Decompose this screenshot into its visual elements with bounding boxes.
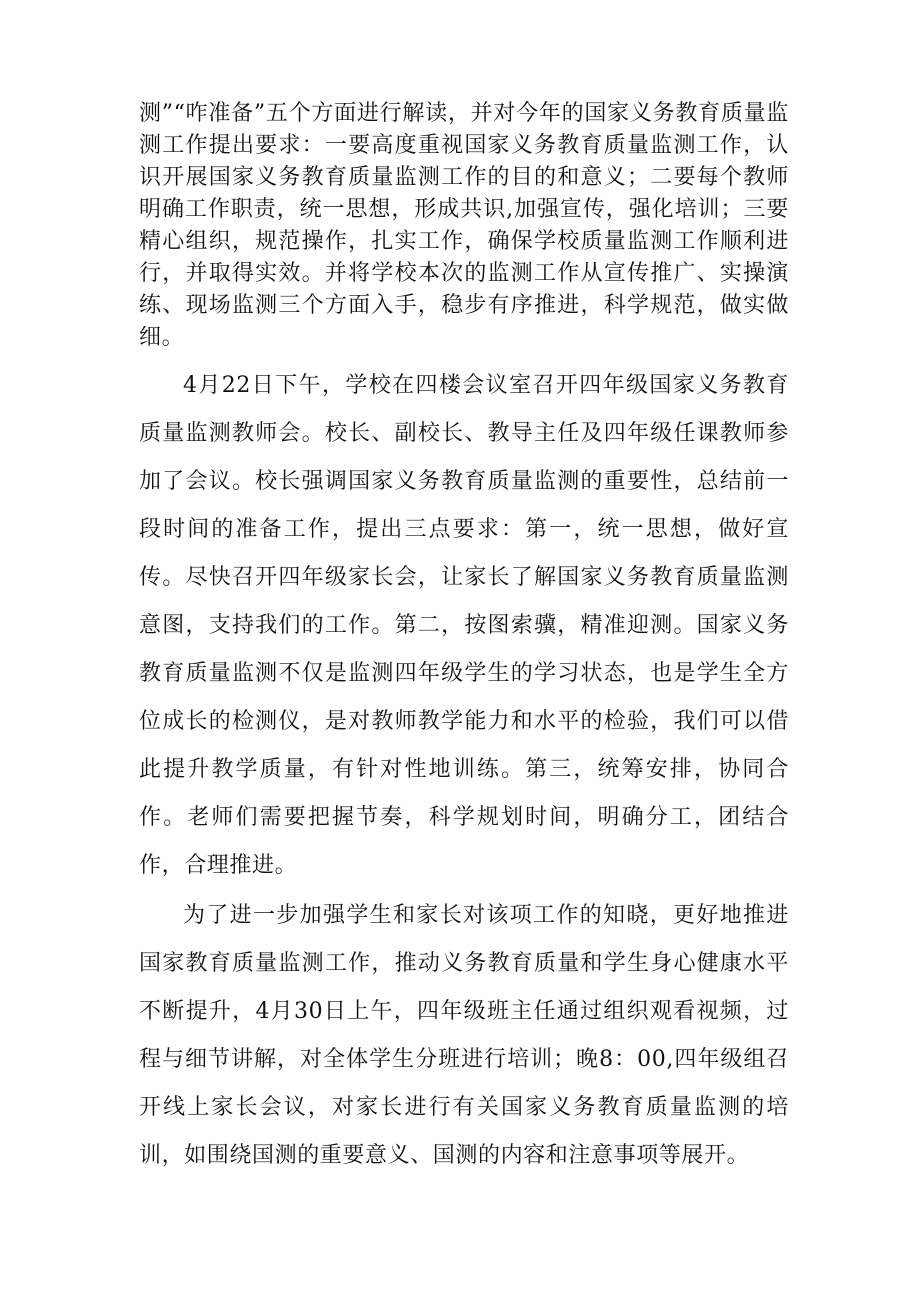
paragraph-monitoring-requirements: 测”“咋准备”五个方面进行解读，并对今年的国家义务教育质量监测工作提出要求：一要高度重视国家义务教育质量监测工作，认识开展国家义务教育质量监测工作的目的和意义；二要每个教师明确工作职责，统一思想，形成共识,加强宣传，强化培训；三要精心组织，规范操作，扎实工作，确保学校质量监测工作顺利进行，并取得实效。并将学校本次的监测工作从宣传推广、实操演练、现场监测三个方面入手，稳步有序推进，科学规范，做实做细。 [139,101,789,350]
paragraph-teacher-meeting: 4月22日下午，学校在四楼会议室召开四年级国家义务教育质量监测教师会。校长、副校长、教导主任及四年级任课教师参加了会议。校长强调国家义务教育质量监测的重要性，总结前一段时间的准备工作，提出三点要求：第一，统一思想，做好宣传。尽快召开四年级家长会，让家长了解国家义务教育质量监测意图，支持我们的工作。第二，按图索骥，精准迎测。国家义务教育质量监测不仅是监测四年级学生的学习状态，也是学生全方位成长的检测仪，是对教师教学能力和水平的检验，我们可以借此提升教学质量，有针对性地训练。第三，统筹安排，协同合作。老师们需要把握节奏，科学规划时间，明确分工，团结合作，合理推进。 [139,373,789,878]
paragraph-parent-training: 为了进一步加强学生和家长对该项工作的知晓，更好地推进国家教育质量监测工作，推动义务教育质量和学生身心健康水平不断提升，4月30日上午，四年级班主任通过组织观看视频，过程与细节讲解，对全体学生分班进行培训；晚8：00,四年级组召开线上家长会议，对家长进行有关国家义务教育质量监测的培训，如围绕国测的重要意义、国测的内容和注意事项等展开。 [139,903,789,1168]
